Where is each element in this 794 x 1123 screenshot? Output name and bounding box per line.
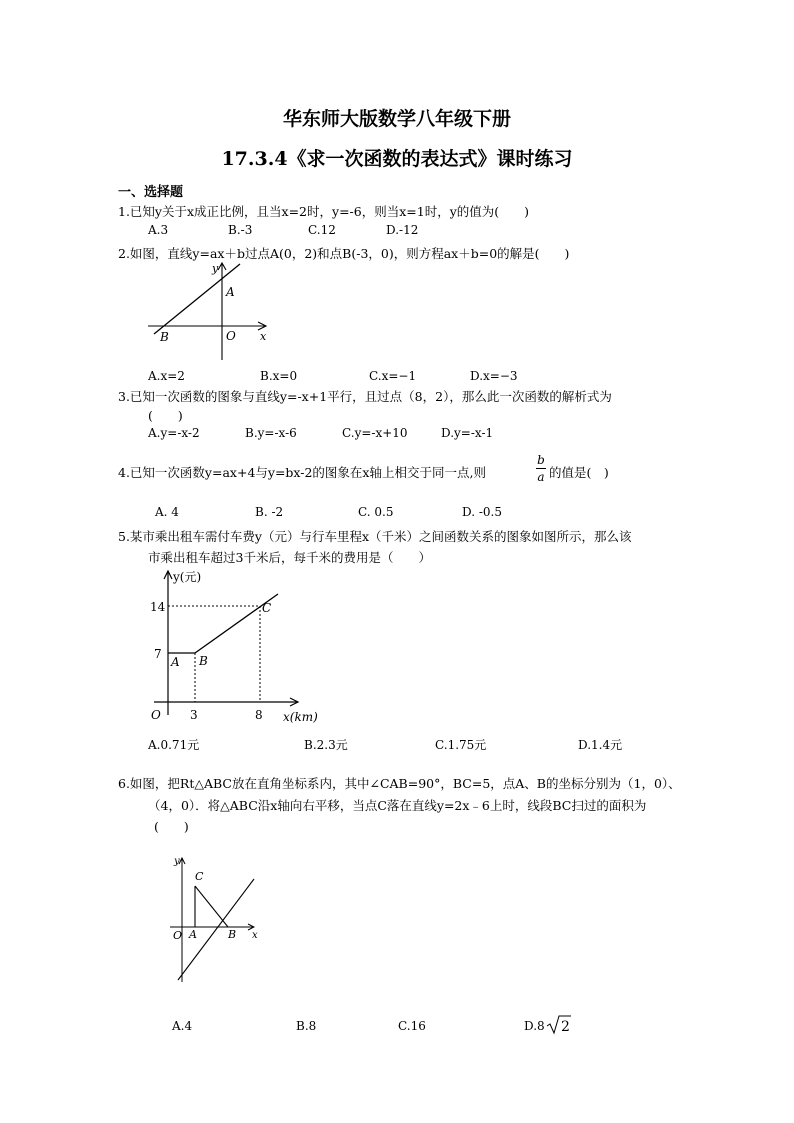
page-title: 华东师大版数学八年级下册: [282, 108, 511, 130]
q5-point-a-label: A: [171, 655, 180, 669]
q5-origin-label: O: [151, 708, 161, 722]
question-4-text: 4.已知一次函数y=ax+4与y=bx-2的图象在x轴上相交于同一点,则: [118, 465, 486, 480]
q6-point-b-label: B: [228, 928, 237, 941]
q5-option-a: A.0.71元: [148, 738, 200, 752]
q6-origin-label: O: [173, 929, 183, 942]
q6-option-b: B.8: [296, 1019, 317, 1033]
q1-option-b: B.-3: [228, 223, 253, 237]
q6-point-a-label: A: [189, 928, 197, 941]
q6-point-c-label: C: [195, 870, 204, 883]
q4-fraction-denominator: a: [537, 470, 545, 484]
q1-option-a: A.3: [148, 223, 169, 237]
q4-option-d: D. -0.5: [462, 505, 502, 519]
q5-point-b-label: B: [199, 654, 208, 668]
q6-sqrt-sign: [546, 1014, 572, 1036]
page-subtitle: 17.3.4《求一次函数的表达式》课时练习: [221, 148, 573, 170]
section-heading: 一、选择题: [118, 185, 184, 200]
q5-option-d: D.1.4元: [578, 738, 623, 752]
q5-y-axis-label: y(元): [173, 570, 202, 584]
q2-point-a-label: A: [226, 285, 235, 299]
question-2-text: 2.如图，直线y=ax＋b过点A(0，2)和点B(-3，0)，则方程ax＋b=0的解是( ): [118, 246, 570, 261]
q6-y-label: y: [174, 856, 180, 867]
q2-origin-label: O: [226, 329, 236, 343]
question-3-bracket: ( ): [148, 408, 183, 423]
q6-figure: [162, 852, 262, 987]
q2-option-b: B.x=0: [260, 369, 298, 383]
q2-line: [154, 264, 240, 334]
q5-tick-14: 14: [150, 600, 166, 614]
question-1-text: 1.已知y关于x成正比例，且当x=2时，y=-6，则当x=1时，y的值为( ): [118, 204, 530, 219]
q3-option-b: B.y=-x-6: [245, 426, 297, 440]
q5-x-axis-label: x(km): [283, 710, 318, 724]
q5-point-c-label: C: [262, 601, 272, 615]
q2-option-c: C.x=−1: [369, 369, 417, 383]
q1-option-d: D.-12: [386, 223, 419, 237]
q2-y-label: y: [212, 262, 219, 275]
q6-x-label: x: [252, 930, 258, 941]
q3-option-c: C.y=-x+10: [342, 426, 408, 440]
q5-tick-3: 3: [190, 708, 198, 722]
q2-option-a: A.x=2: [148, 369, 185, 383]
q5-figure: [140, 565, 350, 730]
q2-figure: [140, 260, 275, 365]
q5-tick-8: 8: [255, 708, 263, 722]
q4-fraction-bar: [536, 468, 546, 469]
question-6-text: 6.如图，把Rt△ABC放在直角坐标系内，其中∠CAB=90°，BC=5，点A、B的坐标分别为（1，0）、: [118, 776, 681, 791]
question-5-text: 5.某市乘出租车需付车费y（元）与行车里程x（千米）之间函数关系的图象如图所示，那么该: [118, 529, 632, 544]
q1-option-c: C.12: [308, 223, 336, 237]
question-6-text-line2: （4，0）．将△ABC沿x轴向右平移，当点C落在直线y=2x﹣6上时，线段BC扫过的面积为: [148, 798, 647, 813]
question-6-bracket: ( ): [154, 819, 189, 834]
q5-option-c: C.1.75元: [435, 738, 487, 752]
q6-option-a: A.4: [172, 1019, 193, 1033]
q4-fraction-numerator: b: [537, 453, 545, 467]
q3-option-d: D.y=-x-1: [441, 426, 494, 440]
q3-option-a: A.y=-x-2: [148, 426, 200, 440]
q2-point-b-label: B: [160, 330, 169, 344]
q5-tick-7: 7: [154, 647, 162, 661]
q4-option-a: A. 4: [155, 505, 179, 519]
q6-option-d: D.8: [524, 1019, 545, 1033]
q6-option-c: C.16: [398, 1019, 426, 1033]
question-3-text: 3.已知一次函数的图象与直线y=-x+1平行，且过点（8，2），那么此一次函数的解析式为: [118, 389, 612, 404]
q4-option-c: C. 0.5: [358, 505, 394, 519]
question-5-text-line2: 市乘出租车超过3千米后，每千米的费用是（ ）: [148, 550, 431, 565]
question-4-text-end: 的值是( ): [549, 465, 609, 480]
q2-option-d: D.x=−3: [470, 369, 518, 383]
q2-x-label: x: [260, 330, 267, 343]
q6-sqrt-argument: 2: [561, 1019, 570, 1035]
q4-fraction: [536, 453, 546, 484]
q4-option-b: B. -2: [255, 505, 284, 519]
q5-option-b: B.2.3元: [304, 738, 348, 752]
